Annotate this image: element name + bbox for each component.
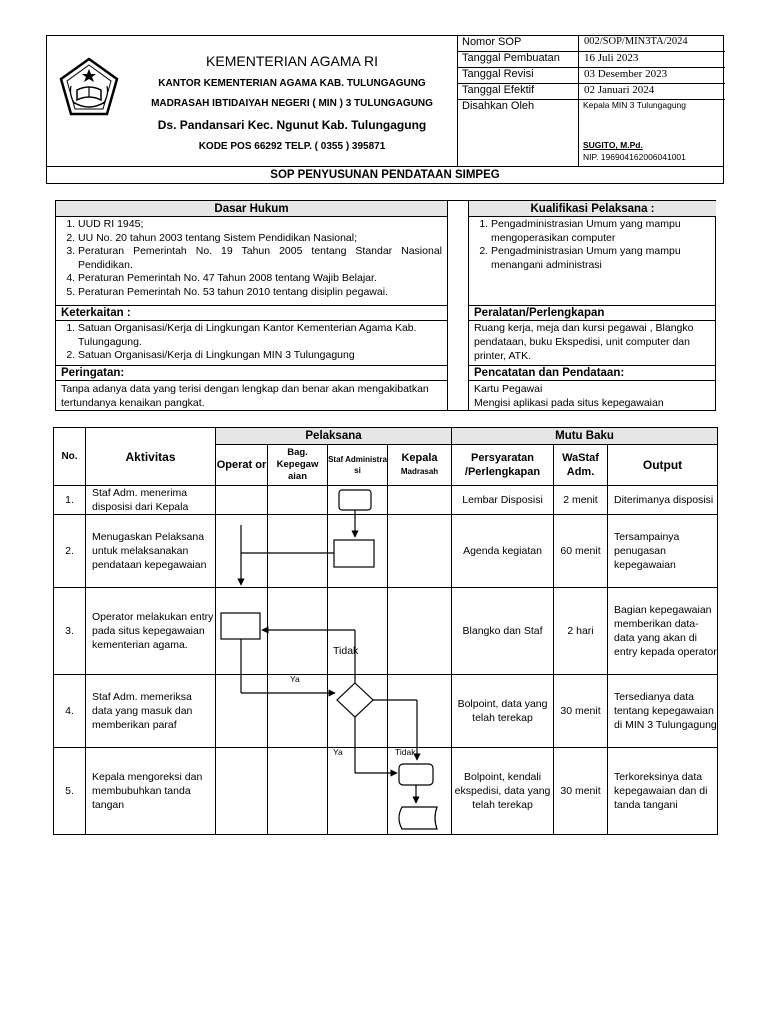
dasar-hukum-list-wrap <box>58 218 442 306</box>
output-text: Diterimanya disposisi <box>608 486 718 515</box>
lane-operator <box>216 748 268 835</box>
table-row <box>54 515 718 588</box>
kualifikasi-list <box>471 218 711 272</box>
col-kepala-header <box>388 445 452 486</box>
meta-label: Disahkan Oleh <box>462 100 535 112</box>
sop-header <box>46 35 724 184</box>
lane-operator <box>216 675 268 748</box>
col-output-header: Output <box>608 445 718 486</box>
activity-text: Staf Adm. memeriksa data yang masuk dan memberikan paraf <box>86 675 216 748</box>
activity-table <box>53 427 718 835</box>
keterkaitan-list <box>58 322 442 363</box>
col-operator-header: Operat or <box>216 445 268 486</box>
output-text: Terkoreksinya data kepegawaian dan di tanda tangani <box>608 748 718 835</box>
meta-label: Tanggal Pembuatan <box>462 52 560 64</box>
flow-label-tidak: Tidak <box>395 747 416 757</box>
requirement-text: Bolpoint, data yang telah terekap <box>452 675 554 748</box>
table-row <box>54 588 718 675</box>
time-text: 2 hari <box>554 588 608 675</box>
meta-pembuatan <box>458 51 725 68</box>
row-number: 5. <box>54 748 86 835</box>
kepala-sub-label: Madrasah <box>400 467 439 476</box>
time-text: 2 menit <box>554 486 608 515</box>
list-item: 1. UUD RI 1945; <box>78 218 442 232</box>
row-number: 4. <box>54 675 86 748</box>
flow-label-tidak: Tidak <box>333 645 359 657</box>
list-item: 2. Satuan Organisasi/Kerja di Lingkungan MIN 3 Tulungagung <box>78 349 442 363</box>
lane-operator <box>216 486 268 515</box>
col-pelaksana-header: Pelaksana <box>216 428 452 445</box>
lane-kepala <box>388 588 452 675</box>
lane-operator <box>216 588 268 675</box>
flow-label-ya: Ya <box>333 747 343 757</box>
table-row <box>54 748 718 835</box>
time-text: 30 menit <box>554 675 608 748</box>
kualifikasi-title: Kualifikasi Pelaksana : <box>530 203 655 215</box>
info-block <box>55 200 716 411</box>
meta-value: 03 Desember 2023 <box>584 68 668 80</box>
col-bag-kepegawaian-header: Bag. Kepegaw aian <box>268 445 328 486</box>
ministry-name: KEMENTERIAN AGAMA RI <box>206 53 378 69</box>
office-name: KANTOR KEMENTERIAN AGAMA KAB. TULUNGAGUNG <box>158 78 426 89</box>
pencatatan-title: Pencatatan dan Pendataan: <box>474 367 625 379</box>
list-item: 2. UU No. 20 tahun 2003 tentang Sistem Pendidikan Nasional; <box>78 232 442 246</box>
meta-label: Tanggal Revisi <box>462 68 534 80</box>
lane-staf-adm <box>328 588 388 675</box>
table-row <box>54 675 718 748</box>
output-text: Tersedianya data tentang kepegawaian di MIN 3 Tulungagung <box>608 675 718 748</box>
table-row <box>54 486 718 515</box>
dasar-hukum-title: Dasar Hukum <box>214 203 289 215</box>
keterkaitan-list-wrap <box>58 322 442 366</box>
contact-info: KODE POS 66292 TELP. ( 0355 ) 395871 <box>198 141 386 152</box>
peralatan-text: Ruang kerja, meja dan kursi pegawai , Blangko pendataan, buku Ekspedisi, unit computer dan printer, ATK. <box>474 322 694 362</box>
col-waktu-header: WaStaf Adm. <box>554 445 608 486</box>
row-number: 1. <box>54 486 86 515</box>
lane-bag-kepegawaian <box>268 588 328 675</box>
meta-value: 002/SOP/MIN3TA/2024 <box>584 36 688 47</box>
time-text: 60 menit <box>554 515 608 588</box>
sop-title-bar <box>46 166 724 184</box>
signer-role: Kepala MIN 3 Tulungagung <box>583 100 687 110</box>
lane-staf-adm <box>328 515 388 588</box>
output-text: Tersampainya penugasan kepegawaian <box>608 515 718 588</box>
signer-name: SUGITO, M.Pd. <box>583 140 643 150</box>
flow-label-ya: Ya <box>290 674 300 684</box>
col-no-header: No. <box>54 428 86 486</box>
pencatatan-item-2: Mengisi aplikasi pada situs kepegawaian <box>474 397 664 409</box>
peringatan-header <box>56 365 447 381</box>
list-item: 1. Satuan Organisasi/Kerja di Lingkungan Kantor Kementerian Agama Kab. Tulungagung. <box>78 322 442 349</box>
meta-disahkan <box>458 99 726 166</box>
list-item: 1. Pengadministrasian Umum yang mampu mengoperasikan computer <box>491 218 711 245</box>
meta-revisi <box>458 67 725 84</box>
lane-bag-kepegawaian <box>268 515 328 588</box>
address: Ds. Pandansari Kec. Ngunut Kab. Tulungagung <box>157 118 427 132</box>
lane-kepala <box>388 486 452 515</box>
meta-value: 16 Juli 2023 <box>584 52 639 64</box>
meta-label: Tanggal Efektif <box>462 84 535 96</box>
activity-text: Menugaskan Pelaksana untuk melaksanakan pendataan kepegawaian <box>86 515 216 588</box>
list-item: 5. Peraturan Pemerintah No. 53 tahun 2010 tentang disiplin pegawai. <box>78 286 442 300</box>
requirement-text: Blangko dan Staf <box>452 588 554 675</box>
lane-bag-kepegawaian <box>268 675 328 748</box>
ministry-logo <box>57 56 121 120</box>
list-item: 3. Peraturan Pemerintah No. 19 Tahun 2005 tentang Standar Nasional Pendidikan. <box>78 245 442 272</box>
meta-efektif <box>458 83 725 100</box>
col-mutu-baku-header: Mutu Baku <box>452 428 718 445</box>
peralatan-title: Peralatan/Perlengkapan <box>474 307 605 319</box>
col-staf-adm-header: Staf Administra si <box>328 445 388 486</box>
requirement-text: Lembar Disposisi <box>452 486 554 515</box>
sop-title: SOP PENYUSUNAN PENDATAAN SIMPEG <box>270 169 500 181</box>
col-persyaratan-header: Persyaratan /Perlengkapan <box>452 445 554 486</box>
row-number: 2. <box>54 515 86 588</box>
peringatan-text: Tanpa adanya data yang terisi dengan lengkap dan benar akan mengakibatkan tertundanya kenaikan pangkat. <box>61 383 429 409</box>
lane-kepala <box>388 675 452 748</box>
signer-nip: NIP. 196904162006041001 <box>583 152 686 162</box>
lane-staf-adm <box>328 675 388 748</box>
peringatan-title: Peringatan: <box>61 367 125 379</box>
lane-staf-adm <box>328 486 388 515</box>
peralatan-header <box>469 305 716 321</box>
lane-kepala <box>388 748 452 835</box>
lane-bag-kepegawaian <box>268 486 328 515</box>
activity-text: Kepala mengoreksi dan membubuhkan tanda tangan <box>86 748 216 835</box>
pencatatan-header <box>469 365 716 381</box>
output-text: Bagian kepegawaian memberikan data-data yang akan di entry kepada operator <box>608 588 718 675</box>
dasar-hukum-header <box>56 201 447 217</box>
meta-label: Nomor SOP <box>462 36 522 48</box>
requirement-text: Bolpoint, kendali ekspedisi, data yang telah terekap <box>452 748 554 835</box>
keterkaitan-title: Keterkaitan : <box>61 307 131 319</box>
dasar-hukum-list <box>58 218 442 299</box>
col-aktivitas-header: Aktivitas <box>86 428 216 486</box>
header-text-block <box>127 36 457 168</box>
pencatatan-item-1: Kartu Pegawai <box>474 383 543 395</box>
list-item: 4. Peraturan Pemerintah No. 47 Tahun 2008 tentang Wajib Belajar. <box>78 272 442 286</box>
meta-nomor <box>458 35 725 52</box>
kepala-label: Kepala <box>401 452 438 464</box>
school-name: MADRASAH IBTIDAIYAH NEGERI ( MIN ) 3 TULUNGAGUNG <box>151 98 433 109</box>
kualifikasi-list-wrap <box>471 218 711 304</box>
activity-table-wrap <box>53 427 717 835</box>
meta-value: 02 Januari 2024 <box>584 84 655 96</box>
activity-text: Operator melakukan entry pada situs kepegawaian kementerian agama. <box>86 588 216 675</box>
keterkaitan-header <box>56 305 447 321</box>
lane-staf-adm <box>328 748 388 835</box>
list-item: 2. Pengadministrasian Umum yang mampu menangani administrasi <box>491 245 711 272</box>
emblem-icon <box>57 56 121 120</box>
column-spacer <box>447 200 469 411</box>
activity-text: Staf Adm. menerima disposisi dari Kepala <box>86 486 216 515</box>
row-number: 3. <box>54 588 86 675</box>
lane-operator <box>216 515 268 588</box>
requirement-text: Agenda kegiatan <box>452 515 554 588</box>
kualifikasi-header <box>469 201 716 217</box>
lane-bag-kepegawaian <box>268 748 328 835</box>
time-text: 30 menit <box>554 748 608 835</box>
sop-meta-table <box>457 35 725 166</box>
lane-kepala <box>388 515 452 588</box>
